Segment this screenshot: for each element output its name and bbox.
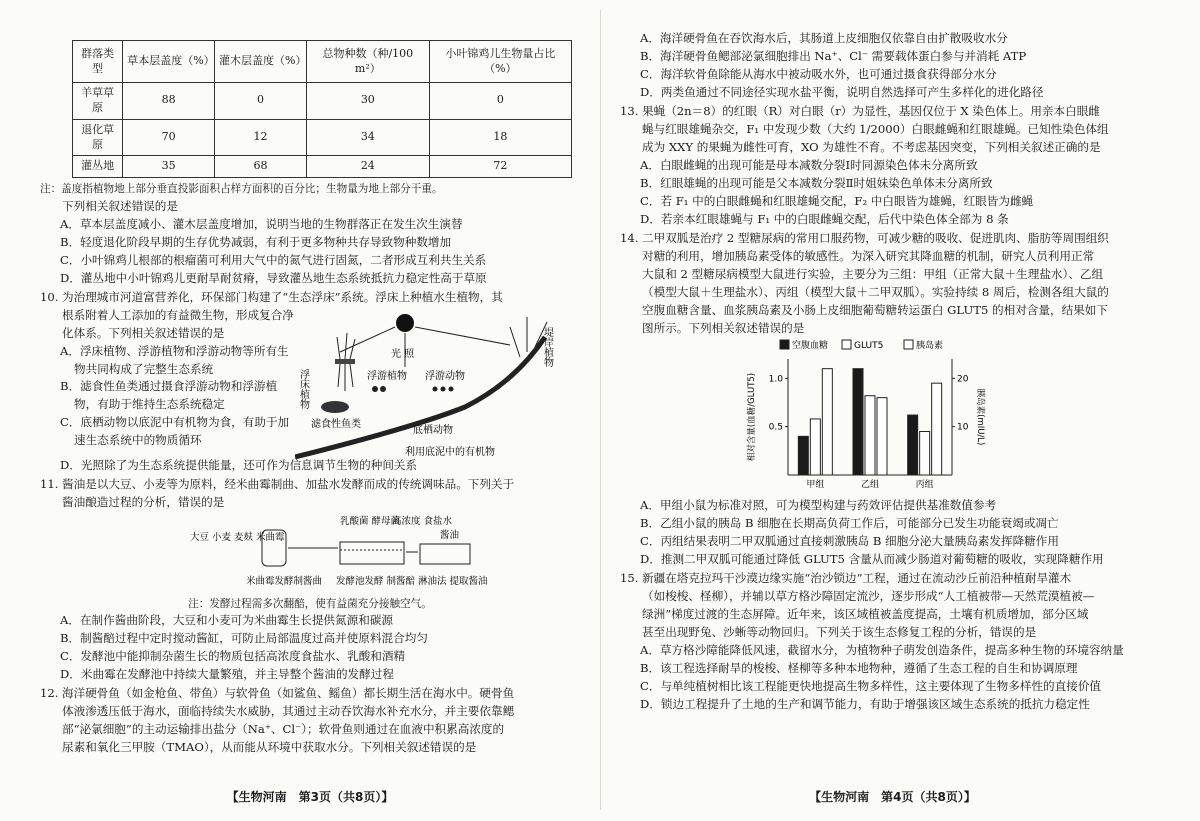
q10-stem-line1: 为治理城市河道富营养化，环保部门构建了“生态浮床”系统。浮床上种植水生植物，其 <box>62 289 503 304</box>
table-row <box>73 83 572 120</box>
q13-stem-line3: 成为 XXY 的果蝇为雌性可育，XO 为雄性不育。不考虑基因突变，下列相关叙述正确的是 <box>642 139 1101 154</box>
q11-stem <box>40 476 580 494</box>
plankton-plant-icon <box>372 386 378 392</box>
bank-plant-label: 堤岸植物 <box>541 326 553 367</box>
ecological-float-diagram <box>295 307 565 457</box>
q15-stem-line4: 甚至出现野兔、沙蜥等动物回归。下列关于该生态修复工程的分析，错误的是 <box>642 625 1037 640</box>
q14-option-d: D．推测二甲双胍可能通过降低 GLUT5 含量从而减少肠道对葡萄糖的吸收，实现降糖作用 <box>640 552 1104 567</box>
sediment-label: 利用底泥中的有机物 <box>405 446 495 458</box>
soy-sauce-svg <box>40 512 580 596</box>
light-label: 光 照 <box>391 348 415 360</box>
table-header: 草本层盖度（%） <box>123 41 215 83</box>
extraction-tank <box>420 544 470 564</box>
plankton-animal-icon <box>433 386 438 391</box>
bar-空腹血糖 <box>798 437 808 476</box>
table-header: 群落类型 <box>73 41 123 83</box>
q15-stem-line3: 绿洲”梯度过渡的生态屏障。近年来，该区域植被盖度提高，土壤有机质增加，部分区域 <box>642 607 1089 622</box>
table-cell: 24 <box>306 156 429 178</box>
q14-number: 14. <box>620 230 639 245</box>
table-cell: 88 <box>123 83 215 120</box>
bar-空腹血糖 <box>853 369 863 475</box>
q14-stem-line3: 大鼠和 2 型糖尿病模型大鼠进行实验，主要分为三组：甲组（正常大鼠＋生理盐水）、乙组 <box>642 266 1104 281</box>
legend-swatch <box>904 340 913 349</box>
q11-caption: 注：发酵过程需多次翻醅，使有益菌充分接触空气。 <box>188 597 432 610</box>
soy-sauce-process-diagram <box>40 512 580 596</box>
q13-option-b: B．红眼雄蝇的出现可能是父本减数分裂Ⅱ时姐妹染色单体未分离所致 <box>640 175 993 190</box>
x-tick-label: 丙组 <box>915 480 934 491</box>
q13-option-c: C．若 F₁ 中的白眼雌蝇和红眼雄蝇交配，F₂ 中白眼皆为雄蝇，红眼皆为雌蝇 <box>640 193 1034 208</box>
q14-option-c: C．丙组结果表明二甲双胍通过直接刺激胰岛 B 细胞分泌大量胰岛素发挥降糖作用 <box>640 534 1059 549</box>
left-page <box>40 30 580 790</box>
q10-option-a: A．浮床植物、浮游植物和浮游动物等所有生物共同构成了完整生态系统 <box>60 343 289 376</box>
q15-option-a: A．草方格沙障能降低风速，截留水分，为植物种子萌发创造条件，提高多种生物的环境容纳量 <box>640 643 1124 658</box>
fish-icon <box>321 401 349 413</box>
y-tick-label-left: 1.0 <box>768 374 783 385</box>
filter-fish-label: 滤食性鱼类 <box>311 418 361 430</box>
q12-stem-line3: 部“泌氯细胞”的主动运输排出盐分（Na⁺、Cl⁻）；软骨鱼则通过在血液中积累高浓度的 <box>62 721 505 736</box>
q9-option-d: D．灌丛地中小叶锦鸡儿更耐旱耐贫瘠，导致灌丛地生态系统抵抗力稳定性高于草原 <box>60 270 487 285</box>
bar-胰岛素 <box>932 384 942 476</box>
q13-option-d: D．若亲本红眼雄蝇与 F₁ 中的白眼雌蝇交配，后代中染色体全部为 8 条 <box>640 211 1009 226</box>
table-cell: 35 <box>123 156 215 178</box>
y-tick-label-right: 10 <box>957 423 969 434</box>
ecological-float-svg <box>295 307 565 472</box>
q14-option-b: B．乙组小鼠的胰岛 B 细胞在长期高负荷工作后，可能部分已发生功能衰竭或凋亡 <box>640 516 1059 531</box>
table-cell: 退化草原 <box>73 119 123 156</box>
float-bed <box>335 359 355 364</box>
sun-icon <box>396 314 414 332</box>
q12-stem-line2: 体液渗透压低于海水，面临持续失水威胁，其通过主动吞饮海水补充水分，并主要依靠鳃 <box>62 703 515 718</box>
q10-option-d: D．光照除了为生态系统提供能量，还可作为信息调节生物的种间关系 <box>60 457 418 472</box>
right-page <box>620 30 1165 790</box>
q14-option-a: A．甲组小鼠为标准对照，可为模型构建与药效评估提供基准数值参考 <box>640 498 997 513</box>
q10-number: 10. <box>40 289 59 304</box>
q12-option-d: D．两类鱼通过不同途径实现水盐平衡，说明自然选择可产生多样化的进化路径 <box>640 84 1044 99</box>
q9-stem: 下列相关叙述错误的是 <box>62 198 178 213</box>
y-tick-label-left: 0.5 <box>768 423 783 434</box>
table-cell: 30 <box>306 83 429 120</box>
q10-option-c: C．底栖动物以底泥中有机物为食，有助于加速生态系统中的物质循环 <box>60 415 290 448</box>
q15-stem-line2: （如梭梭、柽柳），并辅以草方格沙障固定流沙，逐步形成“人工植被带—天然荒漠植被— <box>642 589 1095 604</box>
brine-label: 高浓度 食盐水 <box>392 515 453 527</box>
q15-option-d: D．锁边工程提升了土地的生产和调节能力，有助于增强该区域生态系统的抵抗力稳定性 <box>640 697 1090 712</box>
table-cell: 70 <box>123 119 215 156</box>
float-root <box>338 364 353 391</box>
x-tick-label: 乙组 <box>860 480 880 491</box>
q13-stem-line2: 蝇与红眼雄蝇杂交，F₁ 中发现少数（大约 1/2000）白眼雌蝇和红眼雄蝇。已知性染色体组 <box>642 121 1109 136</box>
q10-stem <box>40 289 580 307</box>
q9-option-c: C．小叶锦鸡儿根部的根瘤菌可利用大气中的氮气进行固氮，二者形成互利共生关系 <box>60 252 487 267</box>
q13-option-a: A．白眼雌蝇的出现可能是母本减数分裂Ⅰ时同源染色体未分离所致 <box>640 157 978 172</box>
community-table <box>72 40 572 178</box>
q11-option-b: B．制酱醅过程中定时搅动酱缸，可防止局部温度过高并使原料混合均匀 <box>60 630 428 645</box>
q9-option-a: A．草本层盖度减小、灌木层盖度增加，说明当地的生物群落正在发生次生演替 <box>60 216 463 231</box>
q12-stem-line4: 尿素和氧化三甲胺（TMAO），从而能从环境中获取水分。下列相关叙述错误的是 <box>62 739 477 754</box>
lactic-yeast-label: 乳酸菌 酵母菌 <box>340 515 401 527</box>
table-header: 小叶锦鸡儿生物量占比（%） <box>429 41 571 83</box>
q11-option-c: C．发酵池中能抑制杂菌生长的物质包括高浓度食盐水、乳酸和酒精 <box>60 648 406 663</box>
q14-stem-line5: 空腹血糖含量、血浆胰岛素及小肠上皮细胞葡萄糖转运蛋白 GLUT5 的相对含量，结果如下 <box>642 302 1108 317</box>
q15-option-c: C．与单纯植树相比该工程能更快地提高生物多样性，这主要体现了生物多样性的直接价值 <box>640 679 1102 694</box>
q15-number: 15. <box>620 571 639 586</box>
q12-option-a: A．海洋硬骨鱼在吞饮海水后，其肠道上皮细胞仅依靠自由扩散吸收水分 <box>640 31 1008 45</box>
light-arrow-left <box>340 327 395 352</box>
q11-stem-line2: 酱油酿造过程的分析，错误的是 <box>62 494 225 509</box>
plankton-animal-label: 浮游动物 <box>425 370 465 382</box>
bar-GLUT5 <box>810 419 820 475</box>
legend-label: 胰岛素 <box>916 341 944 352</box>
bar-胰岛素 <box>822 369 832 475</box>
float-plant-label: 浮床植物 <box>297 368 309 409</box>
q14-stem <box>620 230 1165 248</box>
table-cell: 72 <box>429 156 571 178</box>
q11-number: 11. <box>40 476 59 491</box>
q12-option-b: B．海洋硬骨鱼鳃部泌氯细胞排出 Na⁺、Cl⁻ 需要载体蛋白参与并消耗 ATP <box>640 48 1027 63</box>
table-cell: 68 <box>215 156 307 178</box>
q15-stem-line1: 新疆在塔克拉玛干沙漠边缘实施“治沙锁边”工程，通过在流动沙丘前沿种植耐旱灌木 <box>642 571 1072 586</box>
table-row <box>73 156 572 178</box>
y-tick-label-right: 20 <box>957 374 969 385</box>
q12-stem-line1: 海洋硬骨鱼（如金枪鱼、带鱼）与软骨鱼（如鲨鱼、鳐鱼）都长期生活在海水中。硬骨鱼 <box>62 685 515 700</box>
raw-materials-label: 大豆 小麦 麦麸 米曲霉 <box>190 531 285 543</box>
q11-stem-line1: 酱油是以大豆、小麦等为原料，经米曲霉制曲、加盐水发酵而成的传统调味品。下列关于 <box>62 476 515 491</box>
table-cell: 灌丛地 <box>73 156 123 178</box>
footer-right: 【生物河南 第4页（共8页）】 <box>809 790 976 805</box>
light-arrow-right <box>415 327 510 345</box>
q13-number: 13. <box>620 103 639 118</box>
y-axis-label-left: 相对含量(血糖/GLUT5) <box>747 373 757 462</box>
q14-stem-line2: 对糖的利用，增加胰岛素受体的敏感性。为深入研究其降血糖的机制，研究人员利用正常 <box>642 248 1095 263</box>
step3-label: 淋油法 提取酱油 <box>418 575 488 587</box>
table-cell: 18 <box>429 119 571 156</box>
bar-GLUT5 <box>920 432 930 476</box>
q13-stem <box>620 103 1165 121</box>
q10-option-b: B．滤食性鱼类通过摄食浮游动物和浮游植物，有助于维持生态系统稳定 <box>60 379 278 412</box>
table-cell: 0 <box>429 83 571 120</box>
q14-chart-svg <box>740 337 990 497</box>
q11-option-d: D．米曲霉在发酵池中持续大量繁殖，并主导整个酱油的发酵过程 <box>60 666 394 681</box>
q12-stem <box>40 685 580 703</box>
legend-label: 空腹血糖 <box>792 341 829 352</box>
bar-GLUT5 <box>865 396 875 475</box>
q9-option-b: B．轻度退化阶段早期的生存优势减弱，有利于更多物种共存导致物种数增加 <box>60 234 452 249</box>
table-note: 注：盖度指植物地上部分垂直投影面积占样方面积的百分比；生物量为地上部分干重。 <box>40 183 443 196</box>
table-cell: 0 <box>215 83 307 120</box>
footer-left: 【生物河南 第3页（共8页）】 <box>226 790 394 805</box>
table-row <box>73 119 572 156</box>
river-bank <box>295 337 545 457</box>
q14-stem-line1: 二甲双胍是治疗 2 型糖尿病的常用口服药物，可减少糖的吸收、促进肌肉、脂肪等周围组织 <box>642 230 1109 245</box>
benthos-label: 底栖动物 <box>413 424 453 436</box>
q10-body <box>40 307 580 457</box>
y-axis-label-right: 胰岛素(mIU/L) <box>975 389 985 446</box>
q10-stem-line3: 化体系。下列相关叙述错误的是 <box>62 325 225 340</box>
q12-number: 12. <box>40 685 59 700</box>
q13-stem-line1: 果蝇（2n＝8）的红眼（R）对白眼（r）为显性，基因仅位于 X 染色体上。用亲本白眼雌 <box>642 103 1100 118</box>
table-cell: 羊草草原 <box>73 83 123 120</box>
legend-label: GLUT5 <box>854 341 884 352</box>
q14-stem-line6: 图所示。下列相关叙述错误的是 <box>642 320 805 335</box>
q10-text <box>40 307 295 457</box>
bar-空腹血糖 <box>908 416 918 476</box>
page-gutter <box>600 10 601 810</box>
plankton-animal-icon <box>441 386 446 391</box>
q12-option-c: C．海洋软骨鱼除能从海水中被动吸水外，也可通过摄食获得部分水分 <box>640 66 997 81</box>
q14-bar-chart <box>740 337 990 497</box>
x-tick-label: 甲组 <box>806 480 825 491</box>
table-cell: 12 <box>215 119 307 156</box>
legend-swatch <box>842 340 851 349</box>
bar-胰岛素 <box>877 398 887 475</box>
table-header: 总物种数（种/100 m²） <box>306 41 429 83</box>
q14-stem-line4: （模型大鼠＋生理盐水）、丙组（模型大鼠＋二甲双胍）。实验持续 8 周后，检测各组大鼠的 <box>642 284 1109 299</box>
q15-option-b: B．该工程选择耐旱的梭梭、柽柳等多种本地物种，遵循了生态工程的自生和协调原理 <box>640 661 1078 676</box>
step1-label: 米曲霉发酵制酱曲 <box>246 575 323 587</box>
q11-option-a: A．在制作酱曲阶段，大豆和小麦可为米曲霉生长提供氮源和碳源 <box>60 612 393 627</box>
q10-stem-line2: 根系附着人工添加的有益微生物，形成复合净 <box>62 307 294 322</box>
table-cell: 34 <box>306 119 429 156</box>
step2-label: 发酵池发酵 制酱醅 <box>336 575 416 587</box>
table-header-row <box>73 41 572 83</box>
oil-label: 酱油 <box>440 529 460 541</box>
fermentation-tank <box>340 542 404 564</box>
legend-swatch <box>780 340 789 349</box>
plankton-plant-icon <box>380 386 386 392</box>
plankton-animal-icon <box>449 386 454 391</box>
q15-stem <box>620 570 1165 588</box>
plankton-plant-label: 浮游植物 <box>367 370 407 382</box>
table-header: 灌木层盖度（%） <box>215 41 307 83</box>
